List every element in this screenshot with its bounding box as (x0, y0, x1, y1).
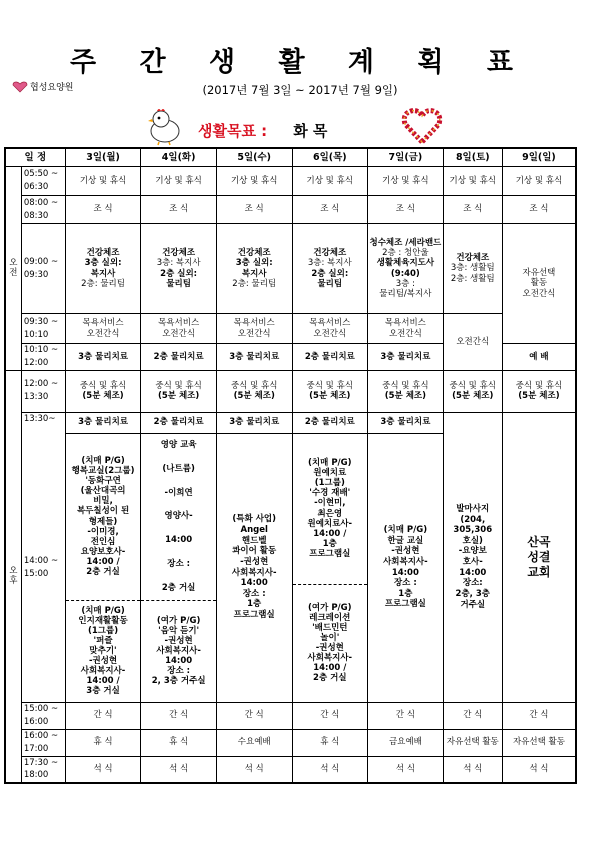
cell-line: 인지재활활동 (78, 615, 128, 626)
cell (443, 370, 502, 412)
cell-line: 자유선택 (522, 268, 556, 279)
cell-line: 성결 (527, 549, 551, 564)
cell: 석 식 (292, 756, 368, 783)
col-sat: 8일(토) (443, 148, 502, 167)
cell-lines (66, 434, 141, 600)
cell-line: 한글 교실 (387, 535, 424, 546)
cell: 간 식 (216, 702, 292, 729)
foot-massage-cell (443, 412, 502, 702)
cell-line: 물리팀 (166, 278, 191, 289)
cell: 조 식 (216, 196, 292, 224)
cell: 자유선택 활동 (502, 729, 576, 756)
cell-line: 청수체조 /세라밴드 (369, 238, 442, 249)
cell-line: 원예치료사- (307, 518, 353, 529)
cell-line: 목욕서비스 (158, 318, 200, 329)
cell (292, 224, 368, 314)
cell (368, 370, 444, 412)
cell-line: -이희연 (164, 487, 193, 498)
cell-line: 2층: 생활팀 (450, 273, 495, 284)
cell-line: 영양 교육 (160, 440, 197, 451)
cell-line: 3층: 복지사 (156, 258, 201, 269)
cell: 간 식 (502, 702, 576, 729)
cell-line: Angel (240, 525, 268, 535)
row-rest-pm (5, 729, 576, 756)
cell-line: 3층: 복지사 (307, 258, 352, 269)
cell (368, 224, 444, 314)
cell: 2층 물리치료 (292, 412, 368, 433)
cell-lines (218, 514, 291, 620)
cell-line: 행복교실(2그룹) (71, 466, 135, 477)
cell-line: 생활체육지도사 (376, 258, 435, 269)
cell-line: -권성현 (164, 635, 193, 646)
col-tue: 4일(화) (141, 148, 217, 167)
cell-line: 장소 : (242, 588, 266, 599)
cell: 2층 물리치료 (292, 344, 368, 371)
cell-line: 14:00 / (313, 663, 347, 674)
col-mon: 3일(월) (65, 148, 141, 167)
cell-line: 영양사- (164, 511, 193, 522)
cell: 3층 물리치료 (216, 412, 292, 433)
cell-line: 2, 3층 거주실 (151, 676, 206, 687)
row-lunch (5, 370, 576, 412)
cell: 조 식 (292, 196, 368, 224)
cell-line: 물리팀 (317, 278, 343, 289)
row-exercise (5, 224, 576, 314)
cell-line: 14:00 / (86, 556, 120, 567)
cell-line: 목욕서비스 (384, 318, 426, 329)
weekly-plan-table (4, 147, 577, 784)
cell-line: 핸드벨 (241, 535, 267, 546)
cell: 조 식 (65, 196, 141, 224)
cell: 3층 물리치료 (65, 344, 141, 371)
cell-line: 중식 및 휴식 (79, 380, 127, 391)
header-row (5, 148, 576, 167)
cell (65, 314, 141, 344)
cell: 기상 및 휴식 (141, 167, 217, 196)
cell: 기상 및 휴식 (216, 167, 292, 196)
cell-line: 2층: 물리팀 (232, 278, 277, 289)
time-cell: 05:50 ~ 06:30 (21, 167, 65, 196)
cell: 간 식 (368, 702, 444, 729)
goal-value: 화 목 (293, 122, 328, 140)
time-cell (21, 412, 65, 702)
cell: 조 식 (368, 196, 444, 224)
cell-line: '음악 듣기' (158, 625, 200, 636)
cell-line: 요양보호사- (80, 546, 126, 557)
cell-line: 1층 (247, 599, 262, 610)
cell: 3층 물리치료 (65, 412, 141, 433)
cell-line: -권성현 (391, 546, 420, 557)
cell-line: 오전간식 (237, 328, 271, 339)
cell: 2층 물리치료 (141, 344, 217, 371)
cell-line: 14:00 / (86, 676, 120, 687)
cell-line: 물리팀/복지사 (379, 288, 432, 299)
cell-lines (293, 434, 368, 584)
cell-line: (특화 사업) (232, 514, 276, 525)
cell (292, 433, 368, 702)
cell: 3층 물리치료 (368, 344, 444, 371)
cell-line: (나트륨) (162, 464, 195, 475)
cell-line: 호사- (462, 557, 483, 567)
goal-label: 생활목표 : (198, 122, 268, 140)
cell-line: (5분 체조) (518, 391, 560, 401)
cell (141, 370, 217, 412)
cell-lines (293, 584, 368, 702)
cell-line: 산곡 (527, 534, 551, 549)
cell-line: 중식 및 휴식 (515, 380, 563, 391)
cell-line: 장소 : (167, 558, 191, 569)
cell: 석 식 (216, 756, 292, 783)
cell: 3층 물리치료 (368, 412, 444, 433)
cell-line: 원예치료 (313, 468, 347, 479)
cell: 2층 물리치료 (141, 412, 217, 433)
cell-line: -권성현 (88, 656, 118, 666)
cell-line: 복지사 (90, 268, 116, 279)
cell-line: 2층, 3층 (455, 588, 490, 599)
cell (216, 433, 292, 702)
cell: 금요예배 (368, 729, 444, 756)
cell-line: 건강체조 (86, 248, 120, 259)
heart-wreath-icon (400, 104, 444, 146)
cell-lines (445, 504, 501, 610)
cell: 휴 식 (65, 729, 141, 756)
org-name: 협성요양원 (30, 83, 74, 93)
cell-line: 2층 실외: (311, 268, 349, 279)
cell-line: (치매 P/G) (81, 605, 125, 616)
cell-line: 사회복지사- (231, 567, 277, 578)
cell: 간 식 (141, 702, 217, 729)
cell-line: -이현미, (314, 498, 346, 509)
cell-line: 장소 : (167, 666, 191, 677)
cell-line: 중식 및 휴식 (155, 380, 202, 391)
time-line: 14:00 ~ 15:00 (23, 556, 59, 579)
cell-line: 오전간식 (388, 328, 422, 339)
time-cell: 16:00 ~ 17:00 (21, 729, 65, 756)
cell: 예 배 (502, 344, 576, 371)
row-snack-pm (5, 702, 576, 729)
cell-line: 최은영 (317, 508, 343, 519)
cell-line: 3층 : (395, 278, 415, 289)
cell-line: 오전간식 (86, 328, 120, 339)
cell-line: 1층 (398, 588, 413, 599)
cell: 조 식 (141, 196, 217, 224)
time-cell: 08:00 ~ 08:30 (21, 196, 65, 224)
section-pm: 오 후 (5, 370, 21, 783)
cell-line: 사회복지사- (383, 556, 428, 567)
cell-line: 3층 거실 (86, 686, 120, 697)
cell-line: (1그룹) (314, 478, 345, 489)
cell-line: 맞추기' (89, 645, 117, 656)
cell-line: 오전간식 (522, 288, 556, 299)
cell (368, 433, 444, 702)
cell: 석 식 (443, 756, 502, 783)
cell-lines (141, 600, 216, 702)
cell-line: 2층 거실 (161, 582, 196, 593)
cell-line: 호실) (462, 535, 483, 546)
cell: 기상 및 휴식 (443, 167, 502, 196)
cell-line: 2층: 물리팀 (81, 278, 125, 289)
cell-line: '배드민턴 (312, 622, 348, 633)
section-am: 오 전 (5, 167, 21, 371)
cell (502, 370, 576, 412)
cell-line: (9:40) (390, 268, 420, 279)
cell-line: 14:00 (165, 656, 193, 666)
cell-line: 14:00 (459, 567, 487, 578)
cell-line: 복두칠성이 된 (76, 506, 130, 517)
row-wake (5, 167, 576, 196)
cell-line: 놀이' (320, 632, 340, 643)
cell-line: 건강체조 (313, 248, 347, 259)
row-bath (5, 314, 576, 344)
cell-line: 14:00 (240, 578, 268, 589)
cell: 간 식 (65, 702, 141, 729)
time-cell: 17:30 ~ 18:00 (21, 756, 65, 783)
cell-line: 2층 거실 (313, 673, 347, 684)
cell-line: '수경 재배' (309, 488, 351, 499)
page-title: 주 간 생 활 계 획 표 (70, 47, 530, 78)
cell-line: (5분 체조) (452, 391, 494, 401)
cell-line: 비밀, (93, 496, 113, 507)
cell-line: (울산대곡의 (80, 486, 126, 497)
cell: 간 식 (443, 702, 502, 729)
cell-line: 중식 및 휴식 (382, 380, 429, 391)
col-wed: 5일(수) (216, 148, 292, 167)
cell-lines (66, 600, 141, 702)
time-cell: 10:10 ~ 12:00 (21, 344, 65, 371)
cell: 수요예배 (216, 729, 292, 756)
cell (443, 224, 502, 314)
cell-line: 장소 : (393, 578, 417, 589)
cell-line: 형제들) (88, 516, 118, 527)
cell-line: 목욕서비스 (309, 318, 351, 329)
row-physio-pm (5, 412, 576, 433)
cell-line: '동화구연 (85, 476, 121, 487)
cell-line: 프로그램실 (384, 599, 426, 610)
cell-line: (치매 P/G) (383, 525, 428, 535)
cell-line: 14:00 / (313, 528, 347, 539)
cell (216, 224, 292, 314)
cell (292, 314, 368, 344)
chicken-icon (145, 106, 185, 146)
cell-line: (5분 체조) (309, 391, 351, 401)
cell: 오전간식 (443, 314, 502, 371)
cell-line: 발마사지 (456, 503, 490, 514)
cell-line: 건강체조 (237, 248, 271, 259)
cell (65, 433, 141, 702)
cell-line: 전인심 (90, 536, 116, 547)
cell: 기상 및 휴식 (65, 167, 141, 196)
cell (141, 433, 217, 702)
cell (216, 314, 292, 344)
cell-line: 3층 실외: (235, 258, 273, 269)
cell-line: (5분 체조) (233, 391, 275, 401)
cell-line: 중식 및 휴식 (306, 380, 354, 391)
cell-line: 복지사 (241, 268, 267, 279)
cell-line: (204, (460, 514, 486, 525)
cell-line: 사회복지사- (156, 645, 201, 656)
cell-line: 장소: (462, 578, 483, 589)
cell-line: 2층 거실 (86, 566, 120, 577)
cell (292, 370, 368, 412)
cell-line: (5분 체조) (384, 391, 426, 401)
cell-line: -권성현 (315, 643, 344, 653)
time-cell: 12:00 ~ 13:30 (21, 370, 65, 412)
cell-line: 프로그램실 (309, 548, 351, 559)
cell: 조 식 (502, 196, 576, 224)
cell-line: 305,306 (453, 525, 493, 536)
cell-line: 교회 (527, 564, 551, 579)
cell-line: 2층 : 청안울 (382, 248, 429, 259)
cell-line: -요양보 (458, 546, 487, 557)
time-cell: 09:30 ~ 10:10 (21, 314, 65, 344)
cell-line: 레크레이션 (309, 612, 351, 623)
col-thu: 6일(목) (292, 148, 368, 167)
cell: 간 식 (292, 702, 368, 729)
cell: 기상 및 휴식 (368, 167, 444, 196)
church-cell (502, 412, 576, 702)
plan-period: (2017년 7월 3일 ~ 2017년 7월 9일) (202, 83, 398, 97)
cell-line: (1그룹) (88, 625, 119, 636)
cell-lines (141, 434, 216, 600)
cell (368, 314, 444, 344)
cell (141, 224, 217, 314)
cell-line: 1층 (322, 538, 337, 549)
cell-line: 14:00 (165, 535, 193, 546)
cell: 기상 및 휴식 (502, 167, 576, 196)
cell: 석 식 (368, 756, 444, 783)
cell-line: 건강체조 (162, 248, 196, 259)
cell: 석 식 (65, 756, 141, 783)
cell-line: 중식 및 휴식 (449, 380, 496, 391)
cell-line: 오전간식 (162, 328, 196, 339)
cell: 휴 식 (141, 729, 217, 756)
cell: 자유선택 활동 (443, 729, 502, 756)
row-breakfast (5, 196, 576, 224)
cell-line: 3층 실외: (84, 258, 122, 269)
cell-line: 거주실 (460, 599, 486, 610)
cell: 3층 물리치료 (216, 344, 292, 371)
cell-line: 사회복지사- (307, 653, 353, 664)
cell-lines (504, 535, 574, 580)
cell-line: (여가 P/G) (156, 615, 201, 626)
time-cell: 15:00 ~ 16:00 (21, 702, 65, 729)
cell: 석 식 (141, 756, 217, 783)
cell-line: 14:00 (391, 567, 419, 578)
cell-line: (치매 P/G) (81, 456, 125, 467)
cell-lines (369, 525, 442, 610)
col-fri: 7일(금) (368, 148, 444, 167)
cell-line: 사회복지사- (80, 666, 126, 677)
cell: 휴 식 (292, 729, 368, 756)
cell-line: (5분 체조) (82, 391, 124, 401)
cell-line: (5분 체조) (157, 391, 200, 401)
cell: 조 식 (443, 196, 502, 224)
time-line: 13:30~ (23, 413, 56, 424)
cell (141, 314, 217, 344)
cell-line: 목욕서비스 (82, 318, 124, 329)
cell-line: 활동 (530, 278, 548, 289)
cell-line: (치매 P/G) (308, 458, 352, 469)
cell-line: 프로그램실 (233, 610, 275, 620)
cell (216, 370, 292, 412)
col-schedule: 일 정 (5, 148, 65, 167)
cell-line: 콰이어 활동 (232, 546, 277, 557)
col-sun: 9일(일) (502, 148, 576, 167)
cell (502, 224, 576, 344)
cell-line: '퍼즐 (93, 635, 113, 646)
cell (65, 224, 141, 314)
cell-line: 목욕서비스 (233, 318, 275, 329)
cell (65, 370, 141, 412)
cell-line: (여가 P/G) (308, 602, 352, 613)
cell-line: 3층: 생활팀 (450, 263, 495, 274)
cell-line: -이미경, (87, 526, 119, 537)
cell-line: -권성현 (240, 556, 269, 567)
row-dinner (5, 756, 576, 783)
time-cell: 09:00 ~ 09:30 (21, 224, 65, 314)
cell-line: 중식 및 휴식 (230, 380, 278, 391)
cell-line: 건강체조 (456, 253, 490, 264)
cell-line: 2층 실외: (160, 268, 198, 279)
cell: 기상 및 휴식 (292, 167, 368, 196)
cell-line: 오전간식 (313, 328, 347, 339)
cell: 석 식 (502, 756, 576, 783)
life-goal (198, 120, 327, 141)
